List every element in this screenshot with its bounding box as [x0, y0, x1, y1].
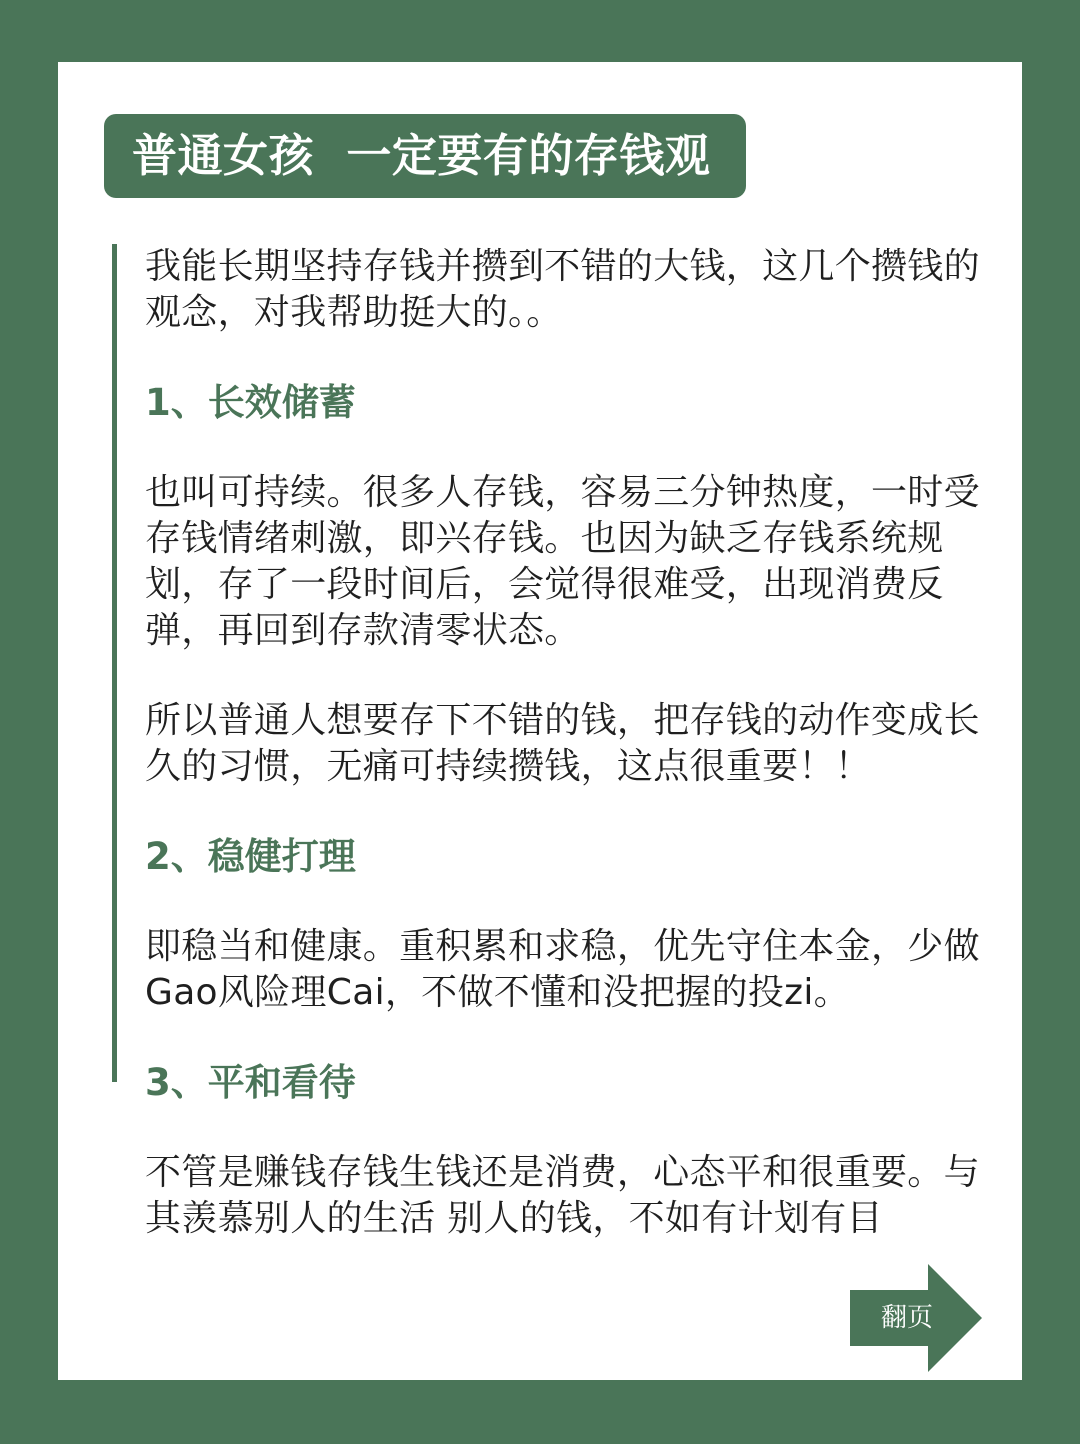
section-3-paragraph-1: 不管是赚钱存钱生钱还是消费，心态平和很重要。与其羡慕别人的生活 别人的钱，不如有计划有目 — [145, 1152, 980, 1239]
content-card — [58, 62, 1022, 1380]
section-heading-3: 3、平和看待 — [145, 1061, 356, 1104]
section-1-paragraph-2: 所以普通人想要存下不错的钱，把存钱的动作变成长久的习惯，无痛可持续攒钱，这点很重要！！ — [145, 700, 980, 787]
left-accent-rule — [112, 244, 117, 1082]
intro-paragraph: 我能长期坚持存钱并攒到不错的大钱，这几个攒钱的观念，对我帮助挺大的。。 — [145, 246, 980, 333]
next-page-label: 翻页 — [880, 1303, 933, 1333]
next-page-button[interactable] — [850, 1264, 982, 1372]
section-1-paragraph-1: 也叫可持续。很多人存钱，容易三分钟热度，一时受存钱情绪刺激，即兴存钱。也因为缺乏存钱系统规划，存了一段时间后，会觉得很难受，出现消费反弹，再回到存款清零状态。 — [145, 472, 980, 651]
section-heading-1: 1、长效储蓄 — [145, 381, 356, 424]
section-2-paragraph-1: 即稳当和健康。重积累和求稳，优先守住本金，少做Gao风险理Cai，不做不懂和没把握的投zi。 — [145, 926, 980, 1013]
section-heading-2: 2、稳健打理 — [145, 835, 356, 878]
article-body — [145, 244, 985, 1242]
page-title: 普通女孩 一定要有的存钱观 — [104, 114, 746, 198]
